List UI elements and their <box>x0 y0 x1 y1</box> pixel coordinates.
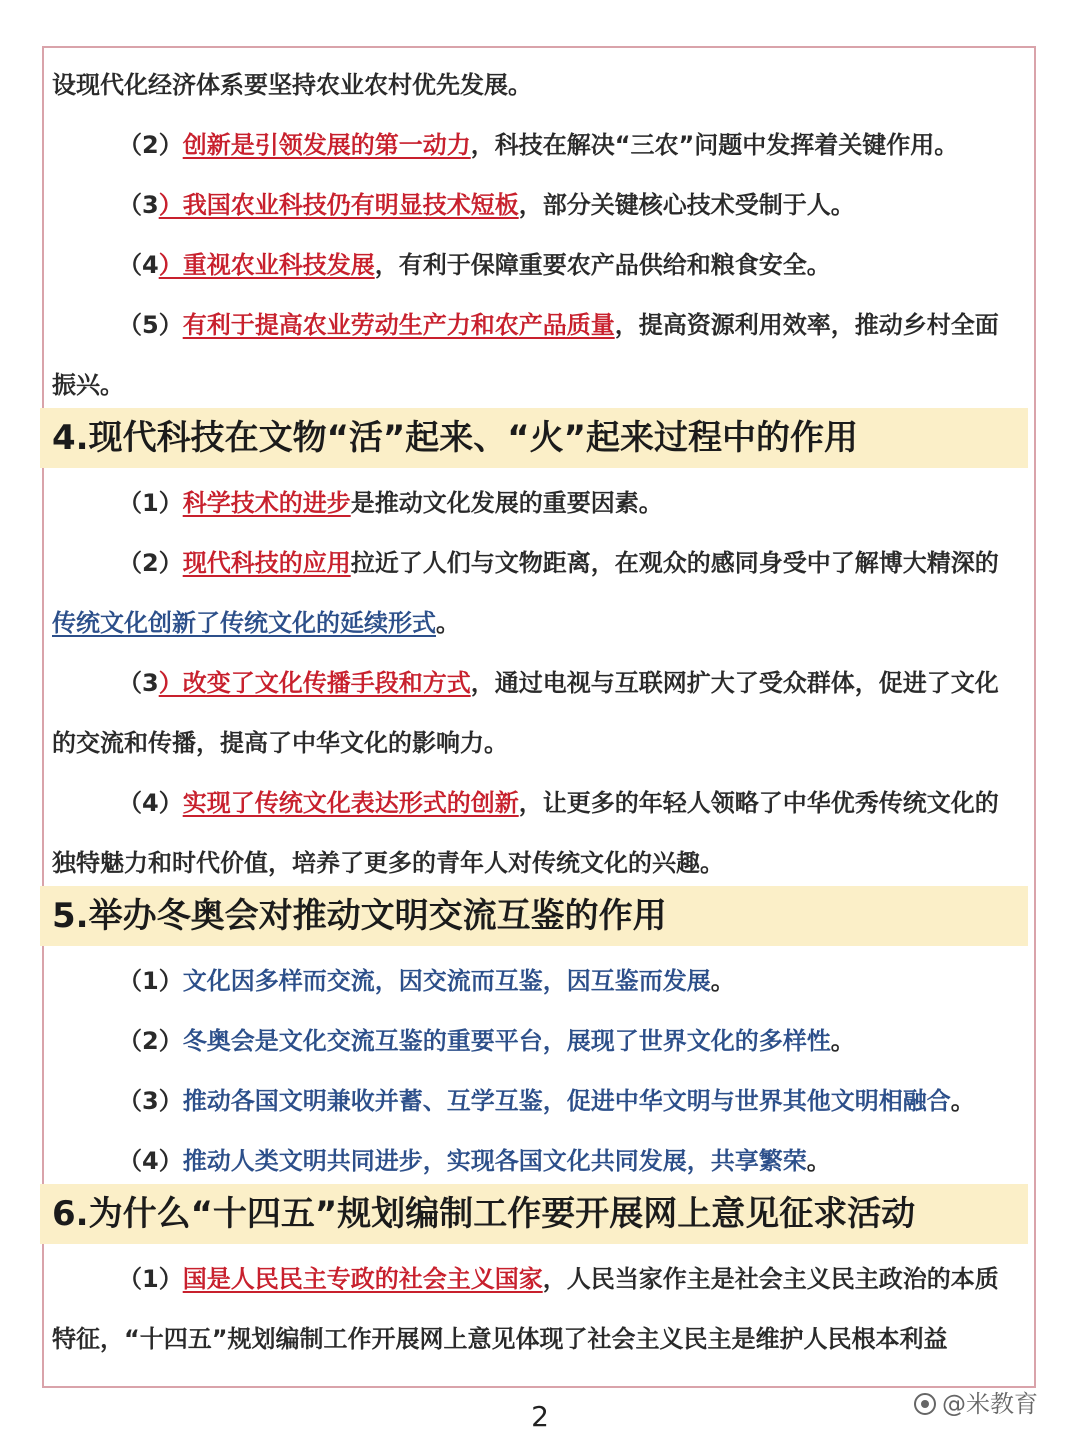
list-item: （4）实现了传统文化表达形式的创新，让更多的年轻人领略了中华优秀传统文化的 <box>118 789 999 817</box>
list-item: （4）推动人类文明共同进步，实现各国文化共同发展，共享繁荣。 <box>118 1147 831 1175</box>
section-heading-5: 5.举办冬奥会对推动文明交流互鉴的作用 <box>40 886 1028 946</box>
paragraph-line: 特征，“十四五”规划编制工作开展网上意见体现了社会主义民主是维护人民根本利益 <box>52 1325 948 1353</box>
highlight-text: 科学技术的进步 <box>182 489 351 517</box>
highlight-text: 实现了传统文化表达形式的创新 <box>182 789 519 817</box>
list-item: （1）文化因多样而交流，因交流而互鉴，因互鉴而发展。 <box>118 967 735 995</box>
paragraph-line: 的交流和传播，提高了中华文化的影响力。 <box>52 729 508 757</box>
paragraph-line: 独特魅力和时代价值，培养了更多的青年人对传统文化的兴趣。 <box>52 849 724 877</box>
paragraph-line: 传统文化创新了传统文化的延续形式。 <box>52 609 460 637</box>
list-item: （2）现代科技的应用拉近了人们与文物距离，在观众的感同身受中了解博大精深的 <box>118 549 999 577</box>
highlight-text: ）重视农业科技发展 <box>158 251 375 279</box>
list-item: （2）冬奥会是文化交流互鉴的重要平台，展现了世界文化的多样性。 <box>118 1027 855 1055</box>
list-item: （1）国是人民民主专政的社会主义国家，人民当家作主是社会主义民主政治的本质 <box>118 1265 999 1293</box>
paragraph-line: 振兴。 <box>52 371 124 399</box>
watermark: @米教育 <box>914 1384 1038 1419</box>
highlight-text: 有利于提高农业劳动生产力和农产品质量 <box>182 311 615 339</box>
section-heading-6: 6.为什么“十四五”规划编制工作要开展网上意见征求活动 <box>40 1184 1028 1244</box>
highlight-text: 传统文化创新了传统文化的延续形式 <box>52 609 436 637</box>
highlight-text: 现代科技的应用 <box>182 549 351 577</box>
highlight-text: ）我国农业科技仍有明显技术短板 <box>158 191 519 219</box>
page-number: 2 <box>531 1400 549 1433</box>
paragraph-line: 设现代化经济体系要坚持农业农村优先发展。 <box>52 71 532 99</box>
list-item: （1）科学技术的进步是推动文化发展的重要因素。 <box>118 489 663 517</box>
highlight-text: 创新是引领发展的第一动力 <box>182 131 471 159</box>
list-item: （2）创新是引领发展的第一动力，科技在解决“三农”问题中发挥着关键作用。 <box>118 131 959 159</box>
list-item: （5）有利于提高农业劳动生产力和农产品质量，提高资源利用效率，推动乡村全面 <box>118 311 999 339</box>
list-item: （3）改变了文化传播手段和方式，通过电视与互联网扩大了受众群体，促进了文化 <box>118 669 999 697</box>
highlight-text: 国是人民民主专政的社会主义国家 <box>182 1265 543 1293</box>
section-heading-4: 4.现代科技在文物“活”起来、“火”起来过程中的作用 <box>40 408 1028 468</box>
highlight-text: ）改变了文化传播手段和方式 <box>158 669 471 697</box>
list-item: （3）推动各国文明兼收并蓄、互学互鉴，促进中华文明与世界其他文明相融合。 <box>118 1087 975 1115</box>
list-item: （4）重视农业科技发展，有利于保障重要农产品供给和粮食安全。 <box>118 251 831 279</box>
list-item: （3）我国农业科技仍有明显技术短板，部分关键核心技术受制于人。 <box>118 191 855 219</box>
